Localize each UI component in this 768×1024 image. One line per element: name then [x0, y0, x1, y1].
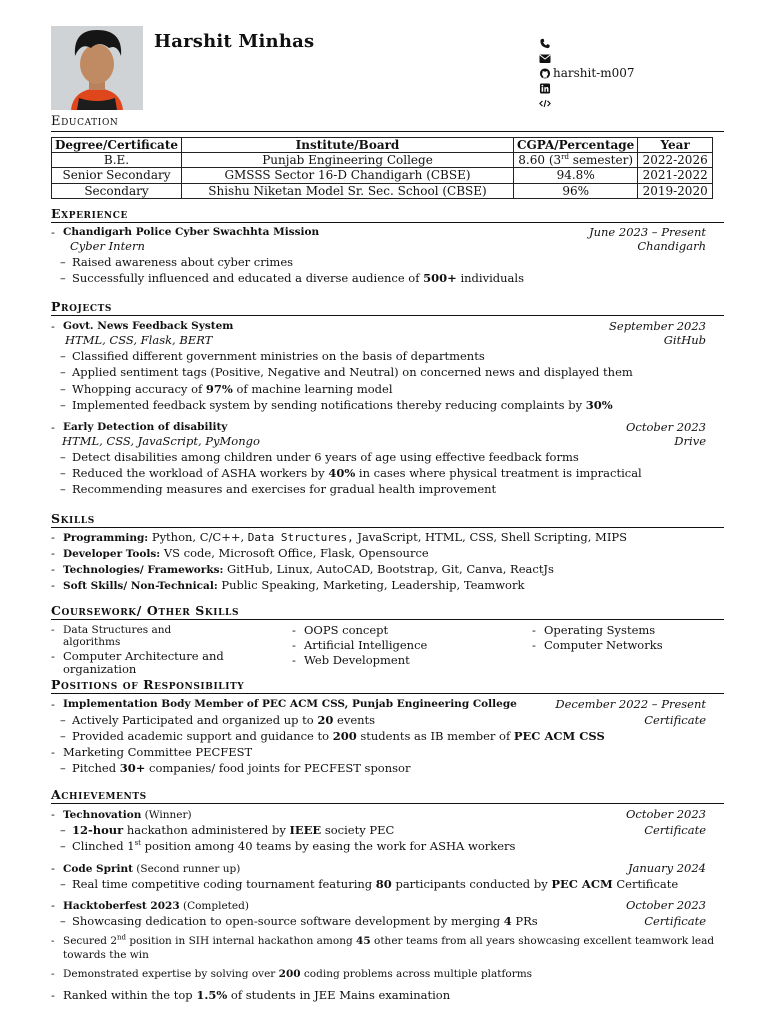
project-name: Early Detection of disability	[63, 421, 228, 433]
project-date: September 2023	[609, 319, 706, 333]
linkedin-link[interactable]	[539, 81, 635, 96]
coursework-section	[51, 603, 724, 677]
github-username: harshit-m007	[553, 66, 635, 81]
section-title: Positions of Responsibility	[51, 677, 724, 694]
skill-line: Programming: Python, C/C++, Data Structures, JavaScript, HTML, CSS, Shell Scripting, MIPS	[63, 530, 627, 544]
phone-icon	[539, 38, 551, 49]
code-icon	[539, 98, 551, 109]
project-tech: HTML, CSS, JavaScript, PyMongo	[62, 434, 260, 448]
certificate-link[interactable]: Certificate	[644, 823, 706, 837]
achievement-title: Hacktoberfest 2023 (Completed)	[63, 900, 249, 912]
candidate-name: Harshit Minhas	[154, 31, 315, 52]
project-tech: HTML, CSS, Flask, BERT	[65, 333, 213, 347]
github-icon	[539, 68, 551, 79]
education-table	[51, 137, 713, 200]
skill-line: Soft Skills/ Non-Technical: Public Speaking, Marketing, Leadership, Teamwork	[63, 578, 525, 592]
achievement-date: October 2023	[625, 807, 706, 821]
bullet-text: Raised awareness about cyber crimes	[72, 255, 294, 269]
bullet-text: Provided academic support and guidance to 200 students as IB member of PEC ACM CSS	[72, 729, 605, 743]
table-row	[52, 152, 713, 167]
profile-photo	[51, 26, 143, 110]
experience-entry: - Chandigarh Police Cyber Swachhta Mission June 2023 – Present Cyber Intern Chandigarh – Raised awareness about cyber crimes – Successfully influenced and educated a diverse audience of 500+ individuals	[51, 225, 706, 285]
table-cell: 96%	[514, 183, 638, 198]
table-row	[52, 183, 713, 198]
section-title: Coursework/ Other Skills	[51, 603, 724, 620]
portfolio-link[interactable]	[539, 96, 635, 111]
bullet-text: Clinched 1st position among 40 teams by easing the work for ASHA workers	[72, 839, 516, 853]
bullet-text: Successfully influenced and educated a diverse audience of 500+ individuals	[72, 271, 524, 285]
bullet-text: towards the win	[63, 949, 149, 961]
list-item: - Computer Architecture and organization	[51, 650, 226, 676]
linkedin-icon	[539, 83, 551, 94]
table-row	[52, 168, 713, 183]
achievement-title: Code Sprint (Second runner up)	[63, 863, 241, 875]
coursework-column	[532, 624, 712, 654]
position-title: Marketing Committee PECFEST	[63, 745, 253, 759]
table-cell: 2022-2026	[638, 152, 713, 167]
achievement-title: Technovation (Winner)	[63, 809, 192, 821]
education-section	[51, 114, 724, 199]
achievement-date: October 2023	[625, 898, 706, 912]
coursework-column	[292, 624, 492, 670]
bullet-text: Real time competitive coding tournament featuring 80 participants conducted by PEC ACM Certificate	[72, 877, 679, 891]
certificate-link[interactable]: Certificate	[644, 713, 706, 727]
bullet-text: 12-hour hackathon administered by IEEE society PEC	[72, 823, 395, 837]
section-title: Skills	[51, 511, 724, 528]
col-header: Year	[638, 137, 713, 152]
col-header: CGPA/Percentage	[514, 137, 638, 152]
table-cell: B.E.	[52, 152, 182, 167]
table-cell: Senior Secondary	[52, 168, 182, 183]
table-header-row	[52, 137, 713, 152]
table-cell: Shishu Niketan Model Sr. Sec. School (CBSE)	[182, 183, 514, 198]
achievement-date: January 2024	[627, 861, 706, 875]
table-cell: GMSSS Sector 16-D Chandigarh (CBSE)	[182, 168, 514, 183]
contact-block	[539, 36, 635, 111]
bullet-text: Classified different government ministries on the basis of departments	[72, 349, 485, 363]
bullet-text: Ranked within the top 1.5% of students in JEE Mains examination	[63, 988, 451, 1002]
table-cell: 8.60 (3rd semester)	[514, 152, 638, 167]
table-cell: 94.8%	[514, 168, 638, 183]
project-entry: - Govt. News Feedback System September 2023 HTML, CSS, Flask, BERT GitHub – Classified different government ministries on the basis of departments – Applied sentiment tags (Positive, Negative and Neutral) on concerned news and displayed them – Whopping accuracy of 97% of machine learning model – Implemented feedback system by sending notifications thereby reducing complaints by 30%	[51, 319, 706, 412]
table-cell: 2019-2020	[638, 183, 713, 198]
list-item: - Operating Systems	[532, 624, 712, 637]
github-link[interactable]	[539, 66, 635, 81]
list-item: - OOPS concept	[292, 624, 492, 637]
phone-link[interactable]	[539, 36, 635, 51]
experience-date: June 2023 – Present	[589, 225, 706, 239]
list-item: - Web Development	[292, 654, 492, 667]
certificate-link[interactable]: Certificate	[644, 914, 706, 928]
list-item: - Computer Networks	[532, 639, 712, 652]
section-title: Achievements	[51, 787, 724, 804]
table-cell: Secondary	[52, 183, 182, 198]
section-title: Experience	[51, 206, 724, 223]
bullet-text: Reduced the workload of ASHA workers by 40% in cases where physical treatment is impractical	[72, 466, 642, 480]
skill-line: Technologies/ Frameworks: GitHub, Linux, AutoCAD, Bootstrap, Git, Canva, ReactJs	[63, 562, 554, 576]
section-title: Projects	[51, 299, 724, 316]
skills-section: Skills - Programming: Python, C/C++, Data Structures, JavaScript, HTML, CSS, Shell Scripting, MIPS - Developer Tools: VS code, Microsoft Office, Flask, Opensource - Technologies/ Frameworks: GitHub, Linux, AutoCAD, Bootstrap, Git, Canva, ReactJs - Soft Skills/ Non-Technical: Public Speaking, Marketing, Leadership, Teamwork	[51, 511, 724, 595]
experience-section	[51, 206, 724, 288]
project-link[interactable]: GitHub	[663, 333, 706, 347]
position-title: Implementation Body Member of PEC ACM CSS, Punjab Engineering College	[63, 698, 517, 710]
table-cell: 2021-2022	[638, 168, 713, 183]
email-link[interactable]	[539, 51, 635, 66]
table-cell: Punjab Engineering College	[182, 152, 514, 167]
bullet-text: Demonstrated expertise by solving over 200 coding problems across multiple platforms	[63, 968, 533, 980]
section-title: Education	[51, 114, 724, 132]
bullet-text: Showcasing dedication to open-source software development by merging 4 PRs	[72, 914, 538, 928]
achievements-section: Achievements - Technovation (Winner) October 2023 – 12-hour hackathon administered by IEEE society PEC Certificate – Clinched 1st position among 40 teams by easing the work for ASHA workers - Code Sprint (Second runner up) January 2024 – Real time competitive coding tournament featuring 80 participants conducted by PEC ACM Certificate - Hacktoberfest 2023 (Completed) October 2023 – Showcasing dedication to open-source software development by merging 4 PRs Certificate - Secured 2nd position in SIH internal hackathon among 45 other teams from all years showcasing excellent teamwork lead towards the win - Demonstrated expertise by solving over 200 coding problems across multiple platforms - Ranked within the top 1.5% of students in JEE Mains examination	[51, 787, 724, 1005]
project-entry: - Early Detection of disability October 2023 HTML, CSS, JavaScript, PyMongo Drive – Detect disabilities among children under 6 years of age using effective feedback forms – Reduced the workload of ASHA workers by 40% in cases where physical treatment is impractical – Recommending measures and exercises for gradual health improvement	[51, 420, 706, 496]
skill-line: Developer Tools: VS code, Microsoft Office, Flask, Opensource	[63, 546, 429, 560]
bullet-text: Whopping accuracy of 97% of machine learning model	[72, 382, 393, 396]
list-item: - Data Structures and algorithms	[51, 624, 226, 648]
bullet-text: Secured 2nd position in SIH internal hackathon among 45 other teams from all years showcasing excellent teamwork lead	[63, 933, 715, 947]
col-header: Institute/Board	[182, 137, 514, 152]
experience-location: Chandigarh	[637, 239, 706, 253]
mail-icon	[539, 53, 551, 64]
col-header: Degree/Certificate	[52, 137, 182, 152]
project-date: October 2023	[625, 420, 706, 434]
positions-section: Positions of Responsibility - Implementation Body Member of PEC ACM CSS, Punjab Engineering College December 2022 – Present – Actively Participated and organized up to 20 events Certificate – Provided academic support and guidance to 200 students as IB member of PEC ACM CSS - Marketing Committee PECFEST – Pitched 30+ companies/ food joints for PECFEST sponsor	[51, 677, 724, 778]
experience-role: Cyber Intern	[70, 239, 145, 253]
experience-org: Chandigarh Police Cyber Swachhta Mission	[63, 226, 320, 238]
project-name: Govt. News Feedback System	[63, 320, 234, 332]
position-date: December 2022 – Present	[555, 697, 706, 711]
bullet-text: Implemented feedback system by sending notifications thereby reducing complaints by 30%	[72, 398, 613, 412]
list-item: - Artificial Intelligence	[292, 639, 492, 652]
coursework-column	[51, 624, 226, 679]
project-link[interactable]: Drive	[674, 434, 706, 448]
projects-section	[51, 299, 724, 499]
bullet-text: Applied sentiment tags (Positive, Negative and Neutral) on concerned news and displayed them	[72, 365, 633, 379]
bullet-text: Pitched 30+ companies/ food joints for PECFEST sponsor	[72, 761, 411, 775]
bullet-text: Recommending measures and exercises for gradual health improvement	[72, 482, 497, 496]
bullet-text: Detect disabilities among children under 6 years of age using effective feedback forms	[72, 450, 579, 464]
bullet-text: Actively Participated and organized up to 20 events	[72, 713, 376, 727]
